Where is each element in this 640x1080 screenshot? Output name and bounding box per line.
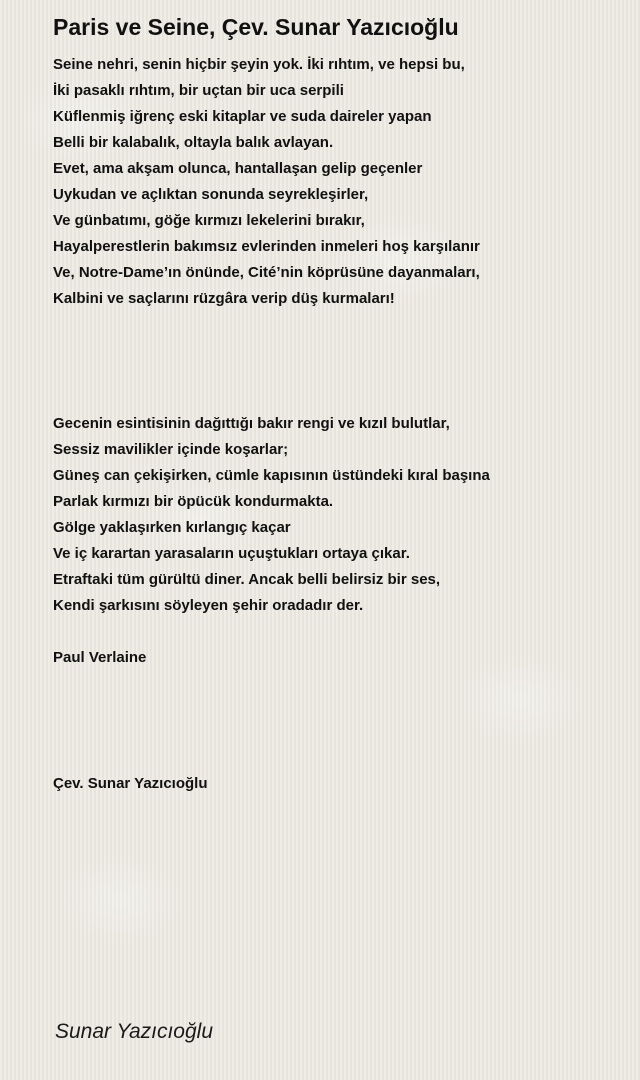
poem-line: Ve, Notre-Dame’ın önünde, Cité’nin köprüsüne dayanmaları, bbox=[53, 264, 480, 281]
poem-line: Belli bir kalabalık, oltayla balık avlayan. bbox=[53, 134, 334, 151]
poem-line: Ve günbatımı, göğe kırmızı lekelerini bırakır, bbox=[53, 212, 365, 229]
poem-line: Etraftaki tüm gürültü diner. Ancak belli belirsiz bir ses, bbox=[53, 571, 441, 588]
poem-line: Güneş can çekişirken, cümle kapısının üstündeki kıral başına bbox=[53, 467, 490, 484]
poem-line: Kalbini ve saçlarını rüzgâra verip düş kurmaları! bbox=[53, 290, 395, 307]
poem-line: Küflenmiş iğrenç eski kitaplar ve suda daireler yapan bbox=[53, 108, 432, 125]
poem-line: İki pasaklı rıhtım, bir uçtan bir uca serpili bbox=[53, 82, 344, 99]
poem-line: Kendi şarkısını söyleyen şehir oradadır der. bbox=[53, 597, 364, 614]
poem-translator: Çev. Sunar Yazıcıoğlu bbox=[53, 775, 208, 792]
poem-author: Paul Verlaine bbox=[53, 649, 147, 666]
page-title: Paris ve Seine, Çev. Sunar Yazıcıoğlu bbox=[53, 14, 459, 40]
poem-line: Evet, ama akşam olunca, hantallaşan gelip geçenler bbox=[53, 160, 423, 177]
poet-signature: Sunar Yazıcıoğlu bbox=[55, 1020, 213, 1043]
poem-line: Uykudan ve açlıktan sonunda seyrekleşirler, bbox=[53, 186, 369, 203]
poem-line: Hayalperestlerin bakımsız evlerinden inmeleri hoş karşılanır bbox=[53, 238, 480, 255]
poem-line: Ve iç karartan yarasaların uçuştukları ortaya çıkar. bbox=[53, 545, 410, 562]
poem-line: Seine nehri, senin hiçbir şeyin yok. İki rıhtım, ve hepsi bu, bbox=[53, 56, 465, 73]
poem-line: Parlak kırmızı bir öpücük kondurmakta. bbox=[53, 493, 334, 510]
poem-line: Gölge yaklaşırken kırlangıç kaçar bbox=[53, 519, 291, 536]
poem-line: Gecenin esintisinin dağıttığı bakır rengi ve kızıl bulutlar, bbox=[53, 415, 450, 432]
poem-stanza-2 bbox=[53, 411, 490, 619]
poem-line: Sessiz mavilikler içinde koşarlar; bbox=[53, 441, 289, 458]
poem-stanza-1 bbox=[53, 52, 480, 312]
